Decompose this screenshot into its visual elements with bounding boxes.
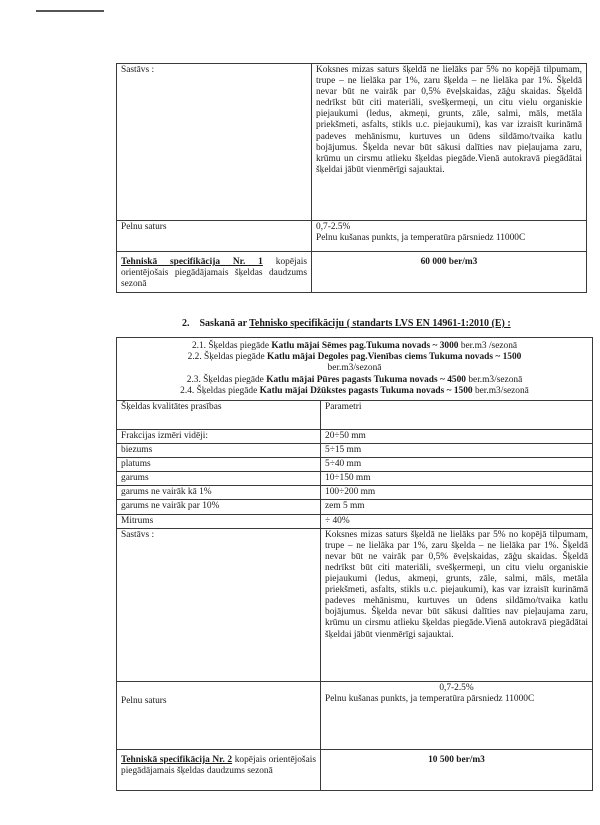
spec1-spec-title: Tehniskā specifikācija Nr. 1 [121, 257, 263, 267]
spec1-sastavs-text: Koksnes mizas saturs šķeldā ne lielāks par 5% no kopējā tilpumam, trupe – ne lielāka par 1%, zaru šķelda – ne lielāka par 1%. Šķeldā nevar būt ne vairāk par 0,5% ēveļskaidas, zāģu skaidas. Šķeldā nedrīkst būt citi materiāli, svešķermeņi, un citu vielu organiskie piejaukumi (ledus, akmeņi, grunts, zāle, salmi, māls, metāla priekšmeti, asfalts, stikls u.c. piejaukumi), kas var izraisīt kurināmā padeves mehānismu, kurtuves un ūdens sildāmo/tvaika katlu bojājumus. Šķelda nevar būt sākusi dalīties nav pieļaujama zaru, krūmu un cirsmu atlieku šķeldas piegāde.Vienā autokravā piegādātai šķeldai jābūt vienmērīgi sajauktai. [312, 64, 587, 221]
section2-heading [182, 318, 511, 329]
param-label: garums ne vairāk kā 1% [117, 486, 321, 500]
param-row [117, 472, 593, 486]
spec1-pelnu-note: Pelnu kušanas punkts, ja temperatūra pārsniedz 11000C [316, 233, 526, 244]
spec2-pelnu-row [117, 681, 593, 749]
spec2-pelnu-cell [321, 681, 593, 749]
spec2-req-label: Šķeldas kvalitātes prasības [117, 401, 321, 430]
param-row [117, 500, 593, 514]
param-row [117, 514, 593, 528]
spec1-spec-desc: kopējais orientējošais piegādājamais šķeldas daudzums sezonā [121, 257, 308, 290]
param-row [117, 444, 593, 458]
spec2-sastavs-row [117, 528, 593, 681]
param-label: garums [117, 472, 321, 486]
param-value: 20÷50 mm [321, 430, 593, 444]
param-label: Frakcijas izmēri vidēji: [117, 430, 321, 444]
spec2-items-cell [117, 338, 593, 401]
delivery-item-2: 2.2. Šķeldas piegāde Katlu mājai Degoles pag.Vienības ciems Tukuma novads ~ 1500 ber.m3/sezonā [187, 352, 522, 374]
spec2-spec-title: Tehniskā specifikācija Nr. 2 [121, 754, 233, 765]
spec2-spec-desc: kopējais orientējošais piegādājamais šķeldas daudzums sezonā [121, 754, 316, 776]
spec1-total-row [117, 252, 587, 293]
header-rule [36, 10, 104, 12]
spec2-sastavs-label: Sastāvs : [117, 528, 321, 681]
spec2-total-label [117, 749, 321, 790]
spec1-spec-amount: 60 000 ber/m3 [312, 252, 587, 293]
spec2-req-value: Parametri [321, 401, 593, 430]
param-label: Mitrums [117, 514, 321, 528]
spec2-pelnu-value: 0,7-2.5% [439, 682, 474, 693]
spec1-pelnu-value: 0,7-2.5% [316, 222, 351, 232]
spec1-total-label [117, 252, 312, 293]
delivery-item-1: 2.1. Šķeldas piegāde Katlu mājai Sēmes pag.Tukuma novads ~ 3000 ber.m3 /sezonā [191, 341, 518, 351]
spec1-table [116, 63, 587, 293]
section2-prefix: Saskanā ar [199, 318, 250, 329]
param-value: 5÷15 mm [321, 444, 593, 458]
spec1-pelnu-cell [312, 221, 587, 252]
section2-number: 2. [182, 318, 190, 329]
section2-standard: Tehnisko specifikāciju ( standarts LVS EN 14961-1:2010 (E) : [249, 318, 511, 329]
param-value: 5÷40 mm [321, 458, 593, 472]
param-value: ÷ 40% [321, 514, 593, 528]
param-label: platums [117, 458, 321, 472]
param-value: 10÷150 mm [321, 472, 593, 486]
spec1-sastavs-label: Sastāvs : [117, 64, 312, 221]
param-label: biezums [117, 444, 321, 458]
param-row [117, 486, 593, 500]
spec2-spec-amount: 10 500 ber/m3 [321, 749, 593, 790]
param-row [117, 458, 593, 472]
spec2-table [116, 337, 593, 791]
spec1-sastavs-row [117, 64, 587, 221]
param-label: garums ne vairāk par 10% [117, 500, 321, 514]
spec2-pelnu-label: Pelnu saturs [117, 681, 321, 749]
spec1-pelnu-label: Pelnu saturs [117, 221, 312, 252]
param-row [117, 430, 593, 444]
spec2-sastavs-text: Koksnes mizas saturs šķeldā ne lielāks par 5% no kopējā tilpumam, trupe – ne lielāka par 1%, zaru šķelda – ne lielāka par 1%. Šķeldā nevar būt ne vairāk par 0,5% ēveļskaidas, zāģu skaidas. Šķeldā nedrīkst būt citi materiāli, svešķermeņi, un citu vielu organiskie piejaukumi (ledus, akmeņi, grunts, zāle, salmi, māls, metāla priekšmeti, asfalts, stikls u.c. piejaukumi), kas var izraisīt kurināmā padeves mehānismu, kurtuves un ūdens sildāmo/tvaika katlu bojājumus. Šķelda nevar būt sākusi dalīties nav pieļaujama zaru, krūmu un cirsmu atlieku šķeldas piegāde.Vienā autokravā piegādātai šķeldai jābūt vienmērīgi sajauktai. [321, 528, 593, 681]
spec2-total-row [117, 749, 593, 790]
spec1-pelnu-row [117, 221, 587, 252]
spec2-pelnu-note: Pelnu kušanas punkts, ja temperatūra pārsniedz 11000C [325, 693, 535, 704]
spec2-items-row [117, 338, 593, 401]
delivery-item-4: 2.4. Šķeldas piegāde Katlu mājai Džūkstes pagasts Tukuma novads ~ 1500 ber.m3/sezonā [180, 385, 529, 396]
param-value: zem 5 mm [321, 500, 593, 514]
delivery-item-3: 2.3. Šķeldas piegāde Katlu mājai Pūres pagasts Tukuma novads ~ 4500 ber.m3/sezonā [186, 374, 523, 385]
spec2-header-row [117, 401, 593, 430]
param-value: 100÷200 mm [321, 486, 593, 500]
